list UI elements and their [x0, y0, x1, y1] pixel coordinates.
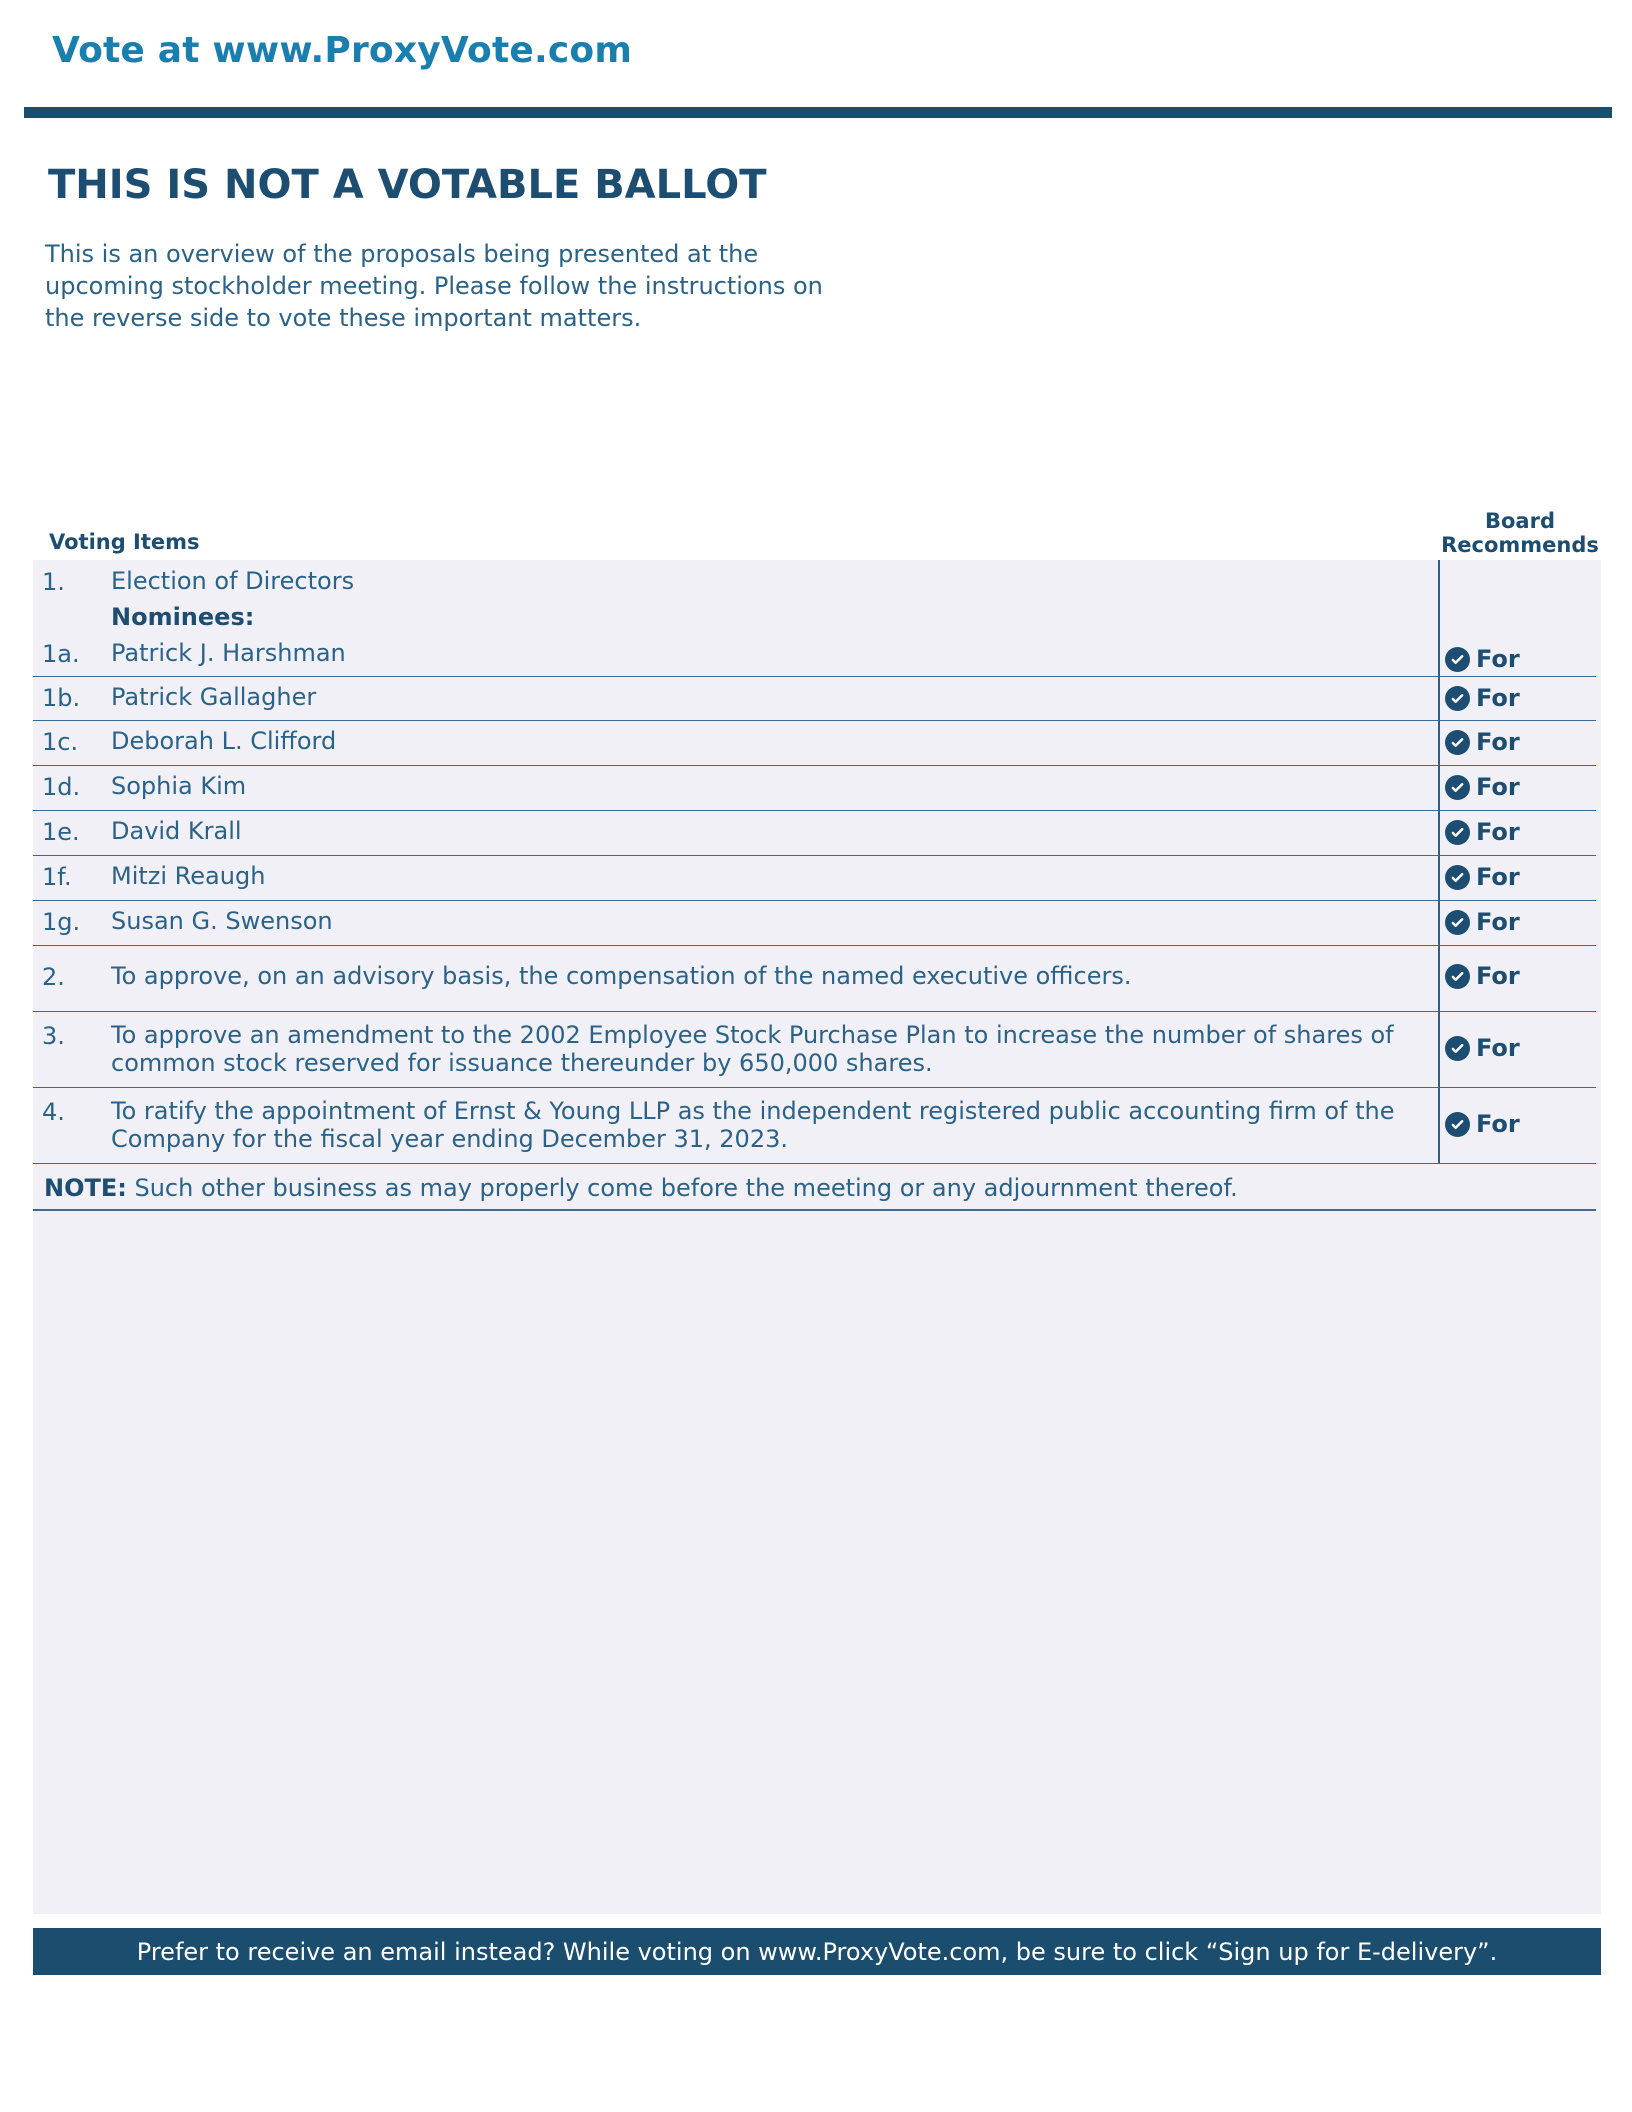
recommendation-label: For [1476, 728, 1520, 756]
e-delivery-text: Prefer to receive an email instead? While voting on www.ProxyVote.com, be sure to click “Sign up for E-delivery”. [136, 1937, 1498, 1966]
item-text: Patrick Gallagher [111, 683, 317, 711]
table-row [33, 640, 1596, 677]
item-number: 1c. [42, 728, 79, 756]
item-number: 1. [42, 568, 65, 596]
check-circle-icon [1445, 647, 1470, 672]
table-row [33, 856, 1596, 901]
board-recommendation [1445, 728, 1520, 756]
note [44, 1174, 1238, 1202]
check-circle-icon [1445, 730, 1470, 755]
board-recommendation [1445, 773, 1520, 801]
item-text: Deborah L. Clifford [111, 727, 337, 755]
board-recommends-header: Board Recommends [1441, 509, 1599, 557]
intro-text: This is an overview of the proposals being presented at the upcoming stockholder meeting. Please follow the instructions on the reverse side to vote these important matters. [45, 240, 823, 332]
item-text: To ratify the appointment of Ernst & Young LLP as the independent registered public accounting firm of the Company for the fiscal year ending December 31, 2023. [111, 1097, 1395, 1153]
check-circle-icon [1445, 820, 1470, 845]
table-row [33, 721, 1596, 766]
recommendation-label: For [1476, 908, 1520, 936]
item-text: Election of Directors [111, 567, 355, 595]
item-number: 1f. [42, 863, 72, 891]
item-number: 1b. [42, 684, 81, 712]
table-row [33, 901, 1596, 946]
table-row [33, 946, 1596, 1012]
check-circle-icon [1445, 964, 1470, 989]
item-number: 4. [42, 1098, 65, 1126]
note-label: NOTE: [44, 1174, 127, 1202]
item-number: 1a. [42, 640, 80, 668]
item-number: 1d. [42, 773, 81, 801]
recommendation-label: For [1476, 962, 1520, 990]
item-text: Mitzi Reaugh [111, 862, 266, 890]
table-row [33, 677, 1596, 721]
recommendation-label: For [1476, 1034, 1520, 1062]
nominees-label: Nominees: [111, 603, 255, 631]
e-delivery-banner [33, 1928, 1601, 1975]
item-number: 1e. [42, 818, 80, 846]
item-number: 3. [42, 1022, 65, 1050]
item-text: David Krall [111, 817, 242, 845]
item-text: Susan G. Swenson [111, 907, 333, 935]
table-row [33, 568, 1596, 598]
table-row [33, 1088, 1596, 1164]
check-circle-icon [1445, 686, 1470, 711]
note-rule [33, 1209, 1596, 1211]
check-circle-icon [1445, 910, 1470, 935]
header-rule [24, 107, 1612, 118]
board-recommendation [1445, 863, 1520, 891]
board-recommendation [1445, 1034, 1520, 1062]
item-text: To approve an amendment to the 2002 Employee Stock Purchase Plan to increase the number of shares of common stock reserved for issuance thereunder by 650,000 shares. [111, 1021, 1394, 1077]
recommendation-label: For [1476, 645, 1520, 673]
table-row [33, 1012, 1596, 1088]
voting-items-header: Voting Items [49, 530, 200, 554]
board-recommendation [1445, 645, 1520, 673]
board-recommendation [1445, 908, 1520, 936]
page-title: THIS IS NOT A VOTABLE BALLOT [48, 162, 767, 208]
item-text: Sophia Kim [111, 772, 247, 800]
table-row [33, 766, 1596, 811]
board-recommendation [1445, 962, 1520, 990]
proxyvote-link[interactable]: Vote at www.ProxyVote.com [52, 30, 633, 71]
check-circle-icon [1445, 1112, 1470, 1137]
check-circle-icon [1445, 1036, 1470, 1061]
recommendation-label: For [1476, 1110, 1520, 1138]
recommendation-label: For [1476, 684, 1520, 712]
board-recommendation [1445, 818, 1520, 846]
recommendation-label: For [1476, 818, 1520, 846]
recommendation-label: For [1476, 773, 1520, 801]
item-text: To approve, on an advisory basis, the compensation of the named executive officers. [111, 962, 1132, 990]
note-text: Such other business as may properly come before the meeting or any adjournment thereof. [126, 1174, 1238, 1202]
board-recommendation [1445, 684, 1520, 712]
item-number: 2. [42, 963, 65, 991]
item-text: Patrick J. Harshman [111, 639, 346, 667]
recommendation-label: For [1476, 863, 1520, 891]
board-recommendation [1445, 1110, 1520, 1138]
table-row [33, 811, 1596, 856]
check-circle-icon [1445, 865, 1470, 890]
item-number: 1g. [42, 908, 81, 936]
check-circle-icon [1445, 775, 1470, 800]
